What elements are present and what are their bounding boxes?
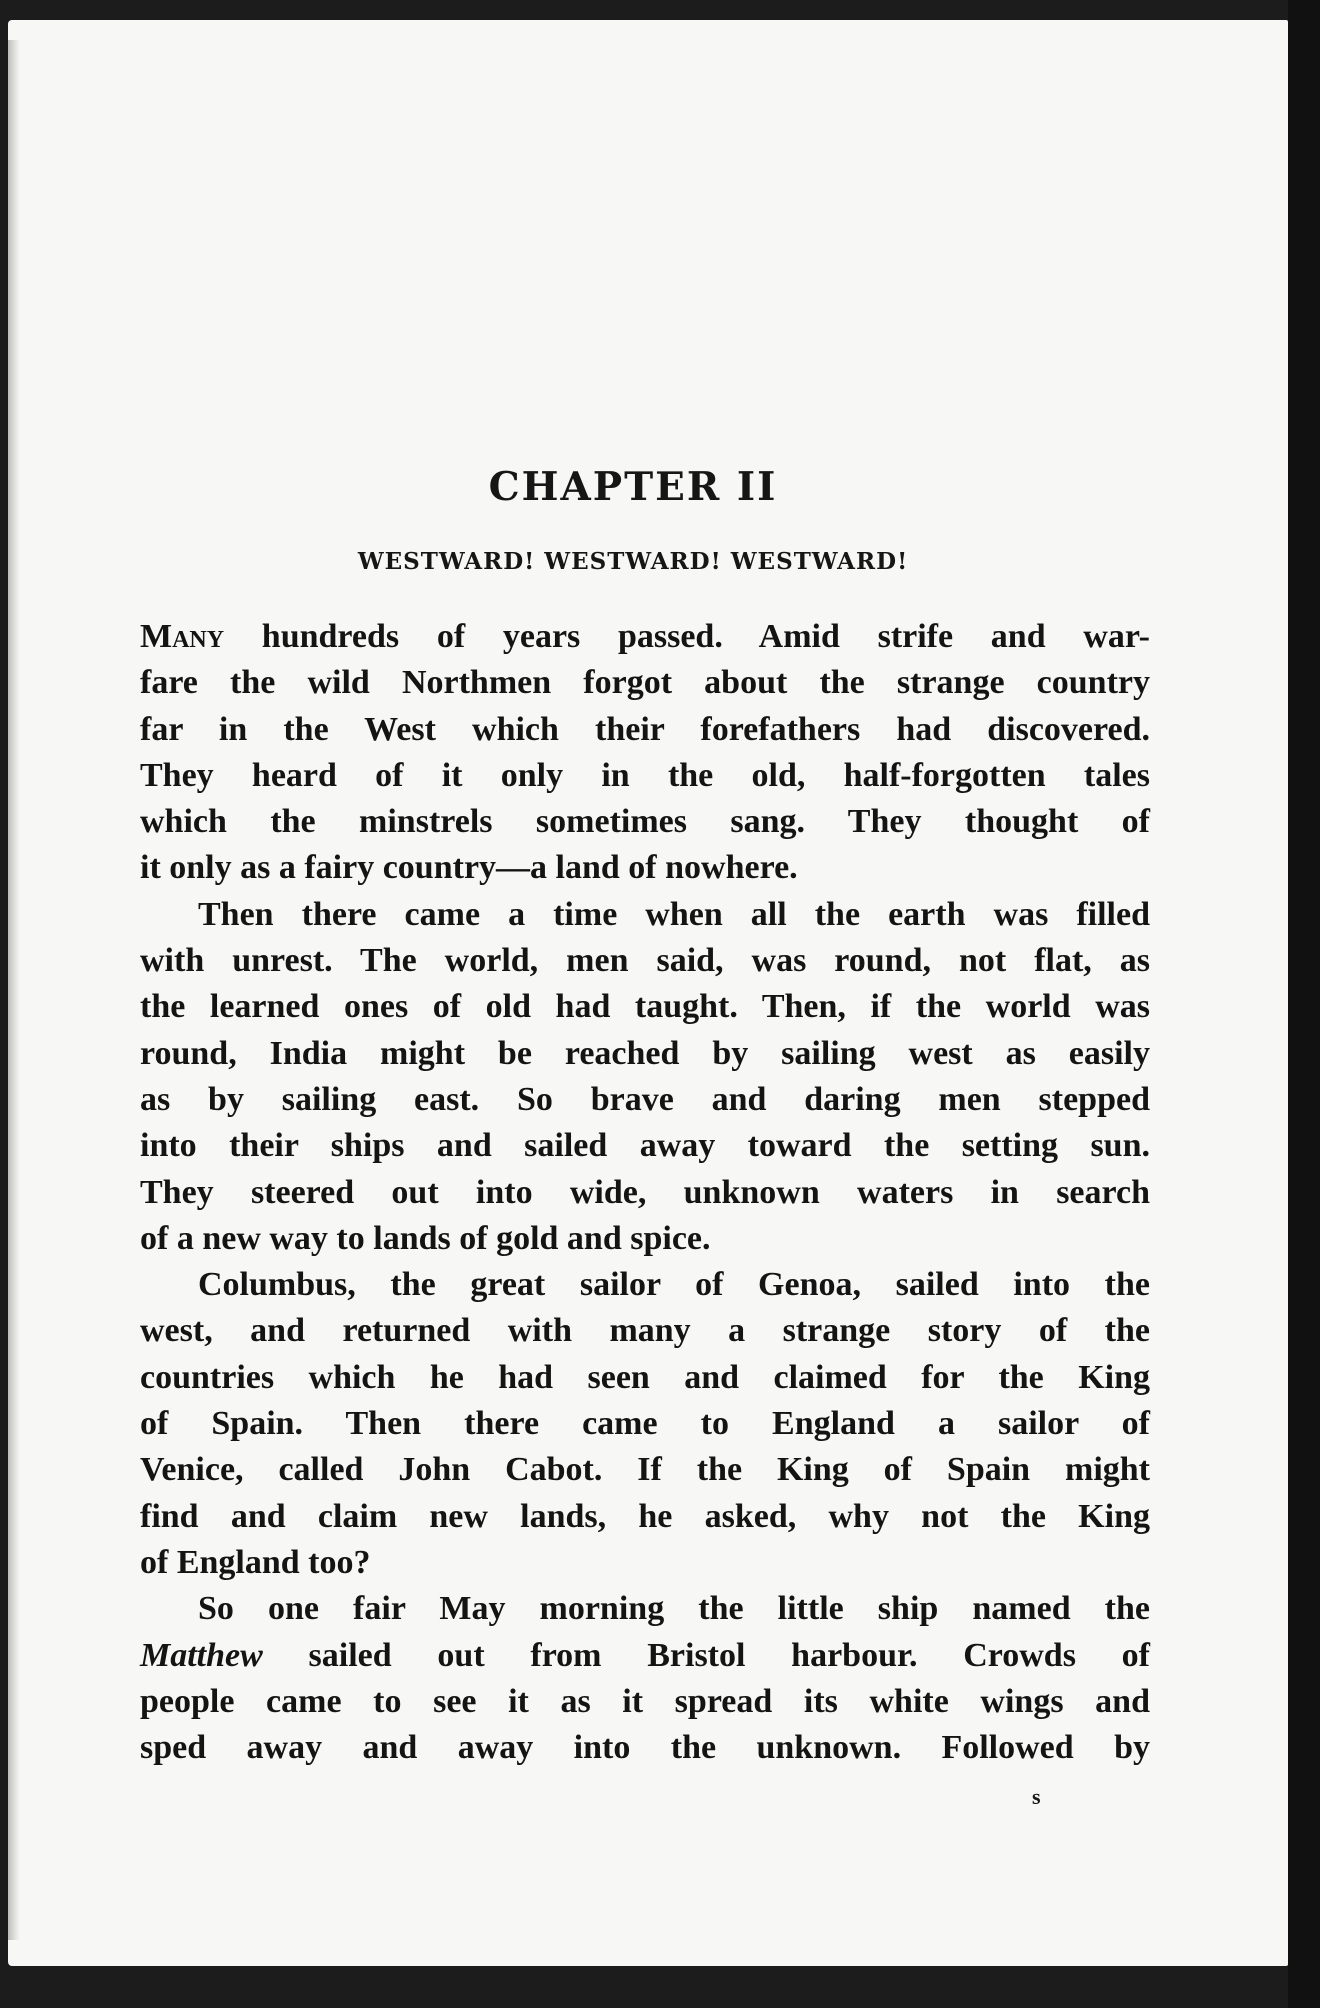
chapter-subtitle: WESTWARD! WESTWARD! WESTWARD! [357,548,909,575]
text-line: So one fair May morning the little ship named the [198,1590,1150,1628]
text-line: sped away and away into the unknown. Followed by [140,1729,1150,1767]
paragraph-4 [140,1586,1150,1771]
text-line: Many hundreds of years passed. Amid strife and war- [140,618,1150,655]
text-line: countries which he had seen and claimed for the King [140,1358,1150,1396]
text-line: Then there came a time when all the earth was filled [198,895,1150,933]
text-line: of England too? [140,1543,371,1581]
text-line: of a new way to lands of gold and spice. [140,1219,711,1257]
ship-name: Matthew [140,1636,263,1674]
text-line: it only as a fairy country—a land of nowhere. [140,849,798,887]
text-line: Matthew sailed out from Bristol harbour. Crowds of [140,1636,1150,1674]
text-line: Venice, called John Cabot. If the King of Spain might [140,1451,1150,1489]
text-line: fare the wild Northmen forgot about the strange country [140,664,1150,702]
text-line: Columbus, the great sailor of Genoa, sailed into the [198,1266,1150,1304]
text-line: round, India might be reached by sailing west as easily [140,1034,1150,1072]
signature-mark: s [1032,1784,1041,1809]
scan-shadow [1288,0,1320,2008]
lead-word: Many [140,618,225,655]
page-edge [8,40,20,1940]
text-line: west, and returned with many a strange story of the [140,1312,1150,1350]
text-line: into their ships and sailed away toward the setting sun. [140,1127,1150,1165]
book-page [8,20,1288,1966]
text-line: as by sailing east. So brave and daring men stepped [140,1080,1150,1118]
paragraph-1 [140,614,1150,892]
chapter-title: CHAPTER II [488,464,778,510]
text-line: which the minstrels sometimes sang. They thought of [140,803,1150,841]
paragraph-2 [140,892,1150,1262]
text-line: the learned ones of old had taught. Then, if the world was [140,988,1150,1026]
text-line: of Spain. Then there came to England a sailor of [140,1405,1150,1443]
paragraph-3 [140,1262,1150,1586]
text-line: with unrest. The world, men said, was round, not flat, as [140,942,1150,980]
text-line: far in the West which their forefathers had discovered. [140,710,1150,748]
text-line: people came to see it as it spread its white wings and [140,1682,1150,1720]
text-line: They steered out into wide, unknown waters in search [140,1173,1150,1211]
text-line: find and claim new lands, he asked, why not the King [140,1497,1150,1535]
chapter-body [140,614,1150,1771]
text-line: They heard of it only in the old, half-forgotten tales [140,756,1150,794]
